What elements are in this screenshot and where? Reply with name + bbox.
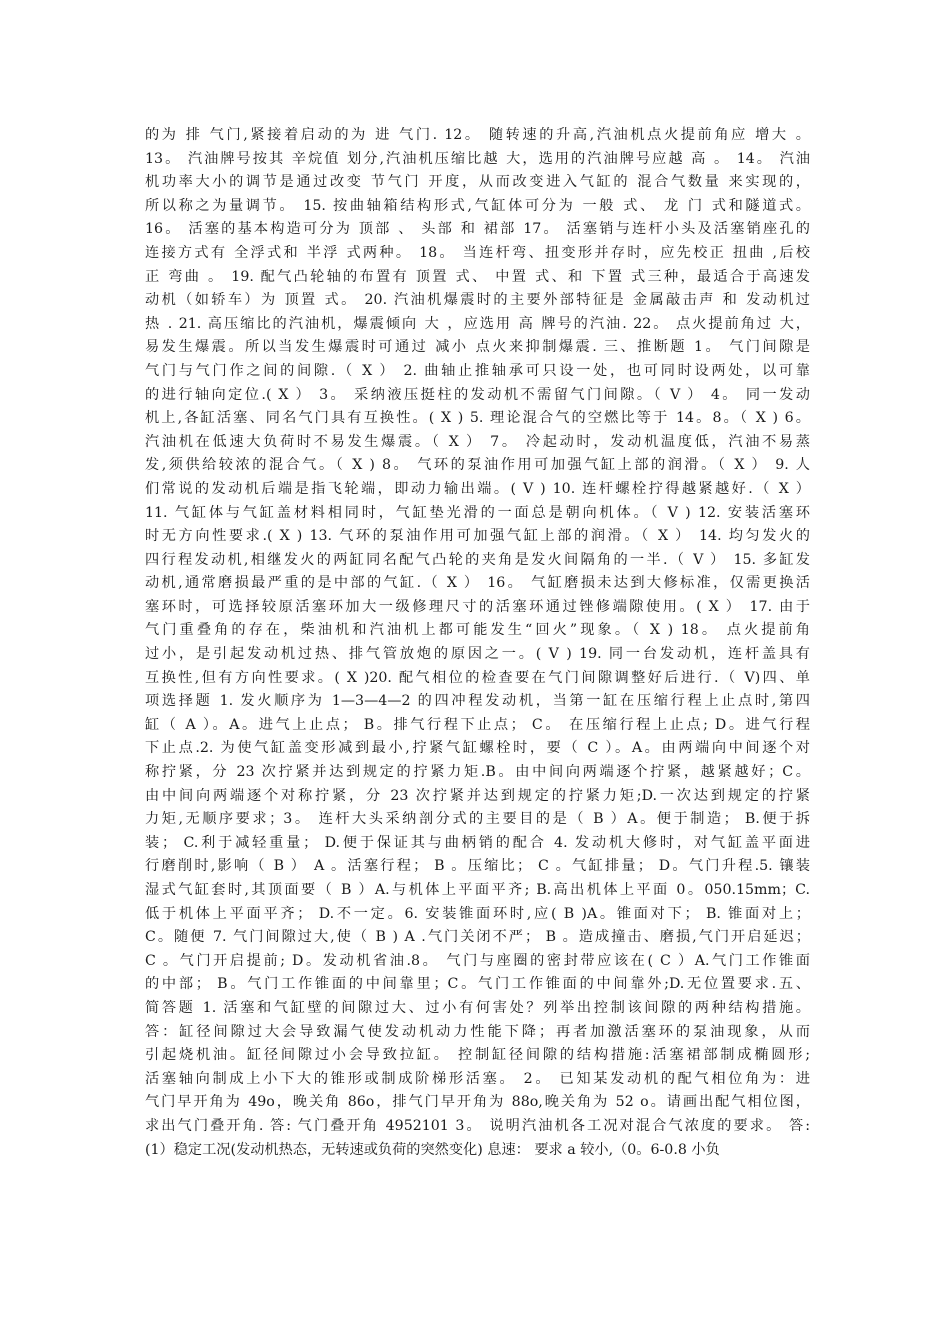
text-line: 汽油机在低速大负荷时不易发生爆震。（ X ） 7。 冷起动时，发动机温度低，汽油不易蒸 xyxy=(145,433,810,450)
text-line: 由中间向两端逐个对称拧紧，分 23 次拧紧并达到规定的拧紧力矩;D.一次达到规定的拧紧 xyxy=(145,787,810,804)
text-line: 机上,各缸活塞、同名气门具有互换性。( X ) 5. 理论混合气的空燃比等于 14。8。（ X ) 6。 xyxy=(145,410,810,427)
text-line: 过小，是引起发动机过热、排气管放炮的原因之一。( V ) 19. 同一台发动机，连杆盖具有 xyxy=(145,646,810,663)
text-line: (1）稳定工况(发动机热态，无转速或负荷的突然变化) 息速： 要求 a 较小,（0。6-0.8 小负 xyxy=(145,1141,720,1158)
text-line: 四行程发动机,相继发火的两缸同名配气凸轮的夹角是发火间隔角的一半.（ V ） 15. 多缸发 xyxy=(145,551,810,568)
text-line: 塞环时，可选择较原活塞环加大一级修理尺寸的活塞环通过锉修端隙使用。( X ） 17. 由于 xyxy=(145,598,810,615)
text-line: 机功率大小的调节是通过改变 节气门 开度，从而改变进入气缸的 混合气数量 来实现的， xyxy=(145,174,810,191)
text-line: 引起烧机油。缸径间隙过小会导致拉缸。 控制缸径间隙的结构措施:活塞裙部制成椭圆形; xyxy=(145,1047,810,1064)
text-line: 时无方向性要求.( X ) 13. 气环的泵油作用可加强气缸上部的润滑。（ X ） 14. 均匀发火的 xyxy=(145,528,810,545)
text-line: 正 弯曲 。 19. 配气凸轮轴的布置有 顶置 式、 中置 式、和 下置 式三种，最适合于高速发 xyxy=(145,268,810,285)
text-line: 的中部； B。气门工作锥面的中间靠里；C。气门工作锥面的中间靠外;D.无位置要求.五、 xyxy=(145,976,810,993)
text-line: C 。气门开启提前; D。发动机省油.8。 气门与座圈的密封带应该在( C ）A.气门工作锥面 xyxy=(145,952,810,969)
text-line: 所以称之为量调节。 15. 按曲轴箱结构形式,气缸体可分为 一般 式、 龙 门 式和隧道式。 xyxy=(145,197,810,214)
text-line: 求出气门叠开角. 答: 气门叠开角 4952101 3。 说明汽油机各工况对混合气浓度的要求。 答: xyxy=(145,1117,810,1134)
text-line: 缸（ A ）。A。进气上止点； B。排气行程下止点； C。 在压缩行程上止点; D。进气行程 xyxy=(145,716,810,733)
text-line: 行磨削时,影响（ B ） A 。活塞行程； B 。压缩比； C 。气缸排量； D。气门升程.5. 镶装 xyxy=(145,858,810,875)
text-line: 下止点.2. 为使气缸盖变形减到最小,拧紧气缸螺栓时，要（ C ）。A。由两端向中间逐个对 xyxy=(145,740,810,757)
text-line: 湿式气缸套时,其顶面要（ B ）A.与机体上平面平齐; B.高出机体上平面 0。050.15mm；C. xyxy=(145,882,810,898)
text-line: 项选择题 1. 发火顺序为 1—3—4—2 的四冲程发动机，当第一缸在压缩行程上止点时,第四 xyxy=(145,693,810,710)
text-line: 动机（如轿车）为 顶置 式。 20. 汽油机爆震时的主要外部特征是 金属敲击声 和 发动机过 xyxy=(145,292,810,309)
text-line: 称拧紧，分 23 次拧紧并达到规定的拧紧力矩.B。由中间向两端逐个拧紧，越紧越好；C。 xyxy=(145,764,810,781)
text-line: 13。 汽油牌号按其 辛烷值 划分,汽油机压缩比越 大，选用的汽油牌号应越 高 。 14。 汽油 xyxy=(145,150,810,167)
text-line: 简答题 1. 活塞和气缸壁的间隙过大、过小有何害处？列举出控制该间隙的两种结构措施。 xyxy=(145,999,810,1016)
text-line: 气门与气门作之间的间隙.（ X ） 2. 曲轴止推轴承可只设一处，也可同时设两处，以可靠 xyxy=(145,362,810,379)
text-line: 16。 活塞的基本构造可分为 顶部 、 头部 和 裙部 17。 活塞销与连杆小头及活塞销座孔的 xyxy=(145,221,810,238)
text-line: 的进行轴向定位.( X ） 3。 采纳液压挺柱的发动机不需留气门间隙。（ V ） 4。 同一发动 xyxy=(145,386,810,403)
text-line: 气门重叠角的存在，柴油机和汽油机上都可能发生“回火”现象。（ X ) 18。 点火提前角 xyxy=(145,622,810,639)
document-body xyxy=(145,124,810,1162)
text-line: 低于机体上平面平齐； D.不一定。6. 安装锥面环时,应( B )A。锥面对下； B. 锥面对上； xyxy=(145,905,810,922)
text-line: 11. 气缸体与气缸盖材料相同时，气缸垫光滑的一面总是朝向机体。（ V ) 12. 安装活塞环 xyxy=(145,504,810,521)
text-line: 热 . 21. 高压缩比的汽油机，爆震倾向 大 ，应选用 高 牌号的汽油. 22。 点火提前角过 大， xyxy=(145,315,810,332)
text-line: 力矩,无顺序要求；3。 连杆大头采纳剖分式的主要目的是（ B ）A。便于制造； B.便于拆 xyxy=(145,811,810,828)
text-line: 装； C.利于减轻重量； D.便于保证其与曲柄销的配合 4. 发动机大修时，对气缸盖平面进 xyxy=(145,834,810,851)
text-line: 互换性,但有方向性要求。( X )20. 配气相位的检查要在气门间隙调整好后进行.（ V)四、单 xyxy=(145,669,810,686)
text-line: 活塞轴向制成上小下大的锥形或制成阶梯形活塞。 2。 已知某发动机的配气相位角为：进 xyxy=(145,1070,810,1087)
text-line: C。随便 7. 气门间隙过大,使（ B ) A .气门关闭不严； B 。造成撞击、磨损,气门开启延迟； xyxy=(145,929,810,946)
text-line: 们常说的发动机后端是指飞轮端，即动力输出端。( V ) 10. 连杆螺栓拧得越紧越好.（ X ） xyxy=(145,480,810,497)
text-line: 连接方式有 全浮式和 半浮 式两种。 18。 当连杆弯、扭变形并存时，应先校正 扭曲 ,后校 xyxy=(145,244,810,261)
text-line: 答：缸径间隙过大会导致漏气使发动机动力性能下降；再者加激活塞环的泵油现象，从而 xyxy=(145,1023,810,1040)
text-line: 气门早开角为 49o，晚关角 86o，排气门早开角为 88o,晚关角为 52 o。请画出配气相位图， xyxy=(145,1094,810,1111)
text-line: 的为 排 气门,紧接着启动的为 进 气门. 12。 随转速的升高,汽油机点火提前角应 增大 。 xyxy=(145,127,810,143)
text-line: 动机,通常磨损最严重的是中部的气缸.（ X ） 16。 气缸磨损未达到大修标准，仅需更换活 xyxy=(145,575,810,592)
text-line: 易发生爆震。所以当发生爆震时可通过 减小 点火来抑制爆震. 三、推断题 1。 气门间隙是 xyxy=(145,339,810,356)
text-line: 发,须供给较浓的混合气。（ X ) 8。 气环的泵油作用可加强气缸上部的润滑。（ X ） 9. 人 xyxy=(145,457,810,474)
